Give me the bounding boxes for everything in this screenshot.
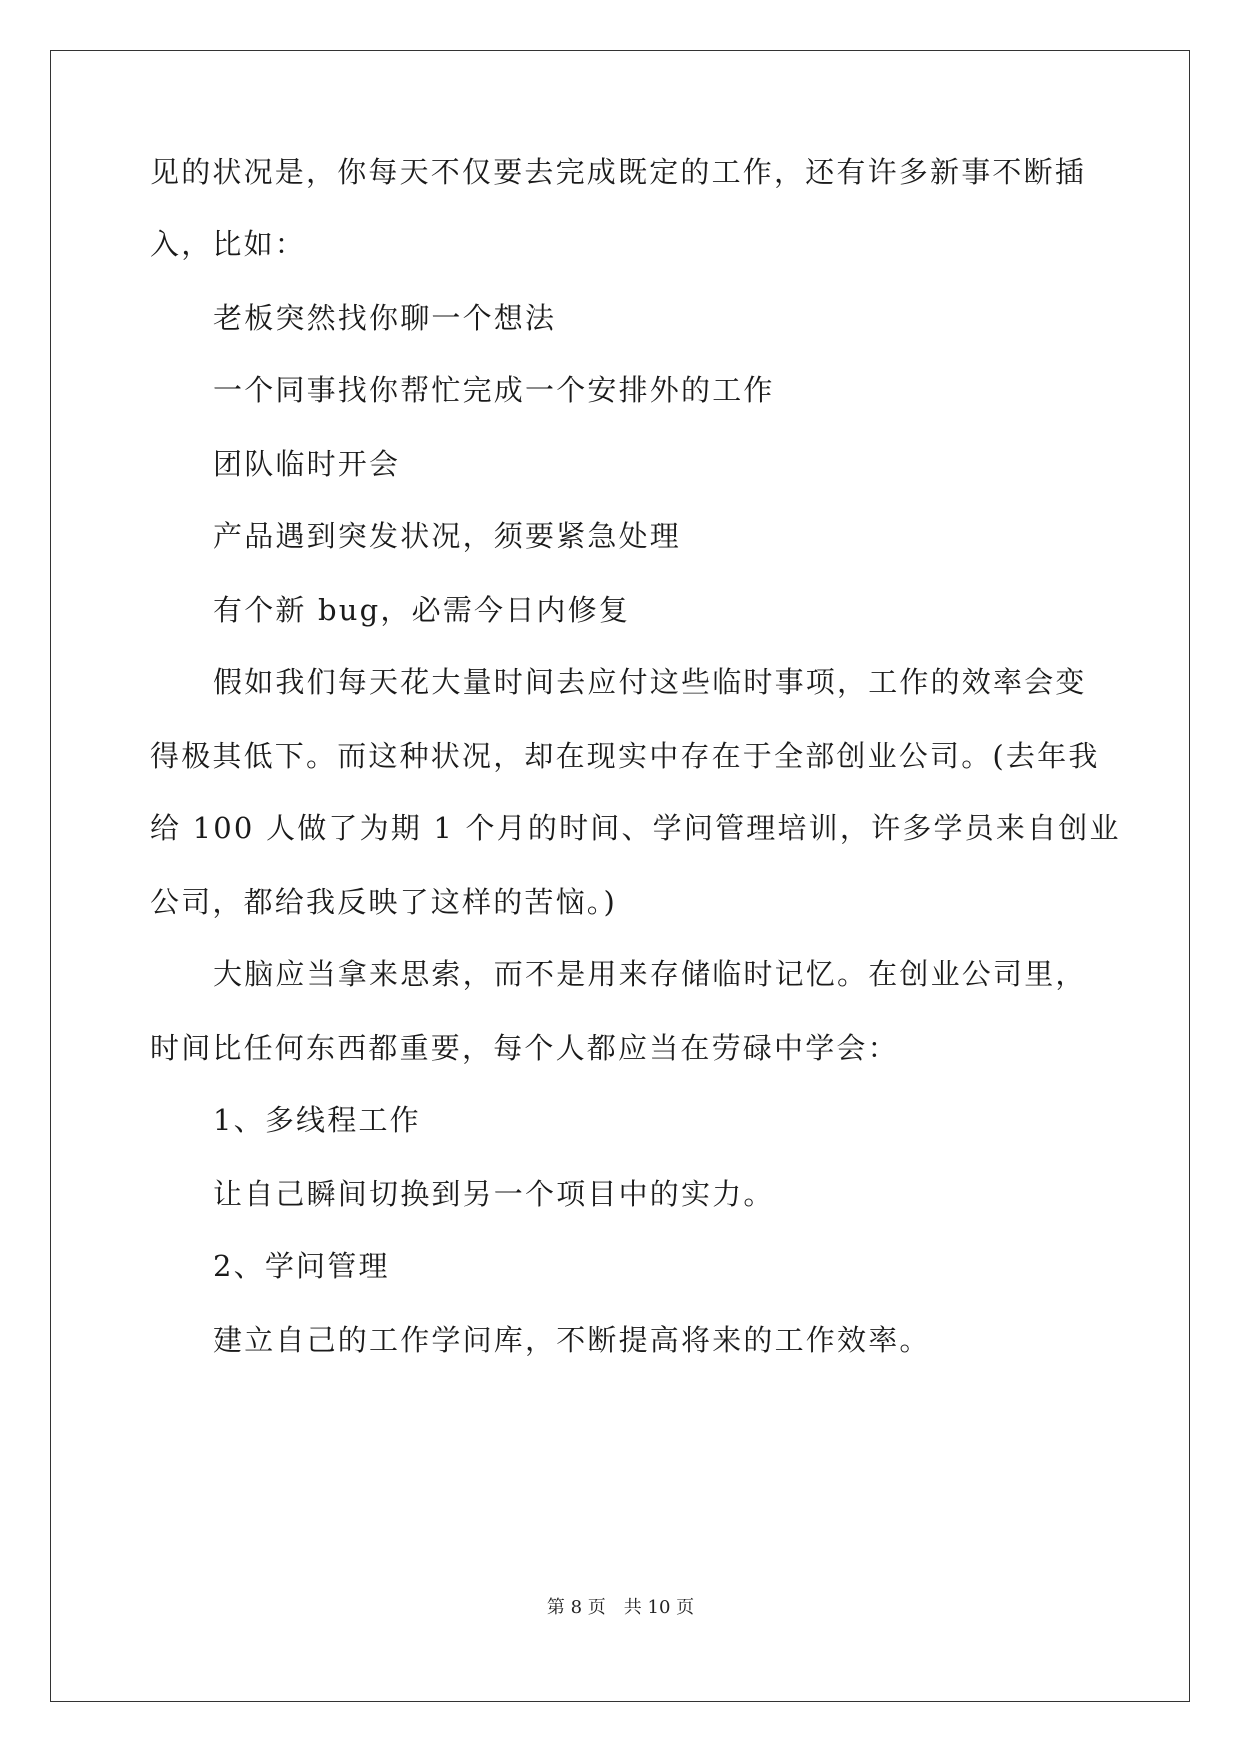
text-line: 见的状况是，你每天不仅要去完成既定的工作，还有许多新事不断插 [150, 155, 1087, 189]
text-line: 给 100 人做了为期 1 个月的时间、学问管理培训，许多学员来自创业 [150, 811, 1121, 845]
text-line: 公司，都给我反映了这样的苦恼。) [150, 885, 618, 919]
text-line: 2、学问管理 [213, 1249, 390, 1283]
page-total: 共 10 页 [623, 1597, 695, 1618]
text-line: 得极其低下。而这种状况，却在现实中存在于全部创业公司。(去年我 [150, 739, 1100, 773]
page-footer [0, 1596, 1241, 1620]
text-line: 一个同事找你帮忙完成一个安排外的工作 [213, 373, 775, 407]
text-line: 老板突然找你聊一个想法 [213, 301, 557, 335]
text-line: 大脑应当拿来思索，而不是用来存储临时记忆。在创业公司里， [213, 957, 1087, 991]
text-line: 1、多线程工作 [213, 1103, 421, 1137]
text-line: 团队临时开会 [213, 447, 401, 481]
text-line: 建立自己的工作学问库，不断提高将来的工作效率。 [213, 1323, 931, 1357]
text-line: 有个新 bug，必需今日内修复 [213, 593, 631, 627]
text-line: 时间比任何东西都重要，每个人都应当在劳碌中学会： [150, 1031, 899, 1065]
text-line: 假如我们每天花大量时间去应付这些临时事项，工作的效率会变 [213, 665, 1087, 699]
text-line: 让自己瞬间切换到另一个项目中的实力。 [213, 1177, 775, 1211]
text-line: 产品遇到突发状况，须要紧急处理 [213, 519, 682, 553]
text-line: 入，比如： [150, 227, 307, 261]
page-number: 第 8 页 [546, 1597, 606, 1618]
